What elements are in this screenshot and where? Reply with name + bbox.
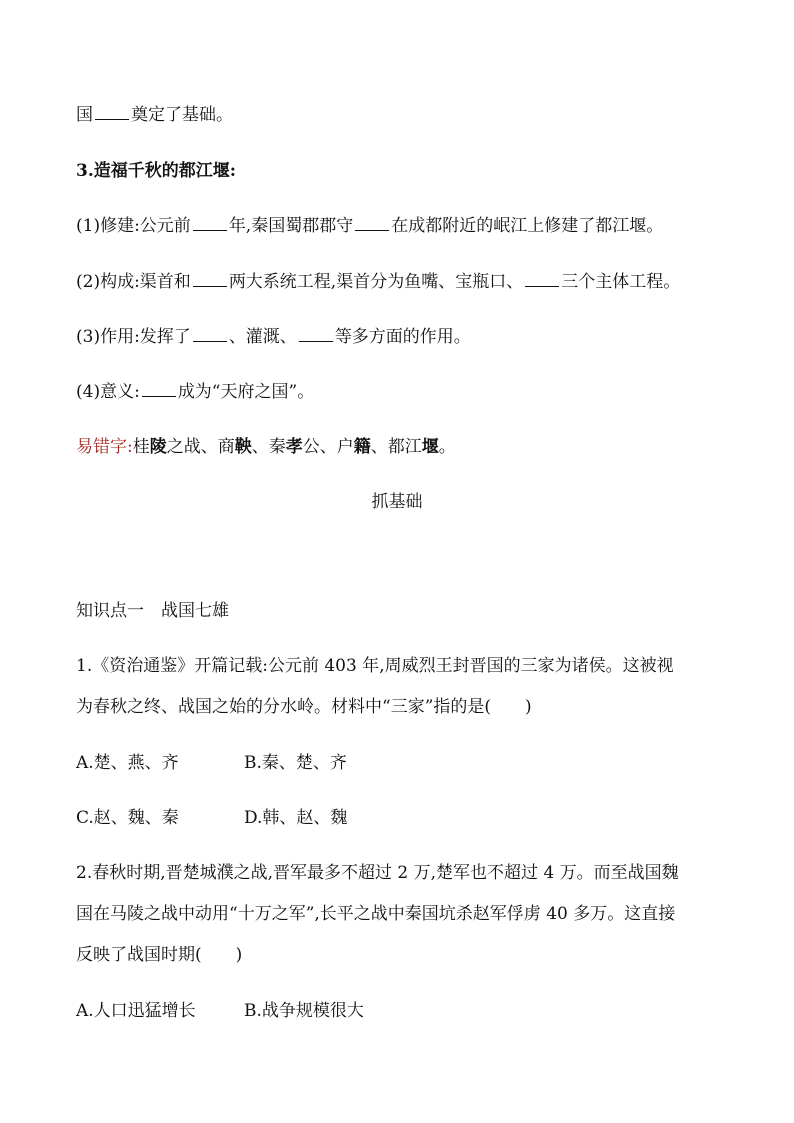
mistake-text: 桂 [132,437,150,457]
option-c[interactable]: C.赵、魏、秦 [76,808,179,828]
item-text: (4)意义: [76,382,140,402]
mistake-char: 孝 [285,437,303,457]
knowledge-point-heading: 知识点一 战国七雄 [76,601,229,621]
continuation-line [76,104,233,126]
easy-mistake-label: 易错字: [76,437,133,457]
item-text: 在成都附近的岷江上修建了都江堰。 [391,216,664,236]
mistake-char: 陵 [149,437,167,457]
fill-blank [355,216,389,231]
fill-blank [142,382,176,397]
question-2-line-1: 2.春秋时期,晋楚城濮之战,晋军最多不超过 2 万,楚军也不超过 4 万。而至战国魏 [76,863,679,883]
mistake-char: 鞅 [234,437,252,457]
mistake-text: 公、户 [302,437,354,457]
mistake-text: 、都江 [370,437,422,457]
option-a[interactable]: A.人口迅猛增长 [76,1001,196,1021]
fill-blank [193,327,227,342]
mistake-char: 籍 [353,437,371,457]
option-d[interactable]: D.韩、赵、魏 [244,808,348,828]
mistake-char: 堰 [421,437,439,457]
option-b[interactable]: B.秦、楚、齐 [244,753,347,773]
continuation-prefix: 国 [76,105,93,125]
fill-blank [525,272,559,287]
question-2-line-2: 国在马陵之战中动用“十万之军”,长平之战中秦国坑杀赵军俘虏 40 多万。这直接 [76,904,676,924]
item-text: 年,秦国蜀郡郡守 [228,216,354,236]
option-a[interactable]: A.楚、燕、齐 [76,753,179,773]
item-text: 两大系统工程,渠首分为鱼嘴、宝瓶口、 [228,272,524,292]
item-text: (2)构成:渠首和 [76,272,191,292]
item-text: 、灌溉、 [228,327,297,347]
section-item-3 [76,326,471,348]
fill-blank [193,272,227,287]
fill-blank [193,216,227,231]
center-heading: 抓基础 [371,492,423,512]
question-1-line-2: 为春秋之终、战国之始的分水岭。材料中“三家”指的是( ) [76,697,532,717]
section-item-4 [76,381,314,403]
question-2-line-3: 反映了战国时期( ) [76,945,243,965]
item-text: (1)修建:公元前 [76,216,191,236]
section-item-1 [76,215,663,237]
fill-blank [299,327,333,342]
section-heading: 3.造福千秋的都江堰: [76,161,237,181]
continuation-suffix: 奠定了基础。 [131,105,233,125]
mistake-text: 、秦 [251,437,286,457]
mistake-text: 。 [438,437,456,457]
item-text: 成为“天府之国”。 [177,382,315,402]
section-item-2 [76,271,680,293]
question-1-line-1: 1.《资治通鉴》开篇记载:公元前 403 年,周威烈王封晋国的三家为诸侯。这被视 [76,656,674,676]
question-1-options-row-1 [76,752,347,774]
question-1-options-row-2 [76,807,347,829]
easy-mistake-line [76,436,456,458]
item-text: 三个主体工程。 [561,272,681,292]
option-b[interactable]: B.战争规模很大 [244,1001,364,1021]
item-text: (3)作用:发挥了 [76,327,191,347]
item-text: 等多方面的作用。 [334,327,471,347]
mistake-text: 之战、商 [166,437,235,457]
question-2-options-row-1 [76,1000,364,1022]
fill-blank [95,105,129,120]
